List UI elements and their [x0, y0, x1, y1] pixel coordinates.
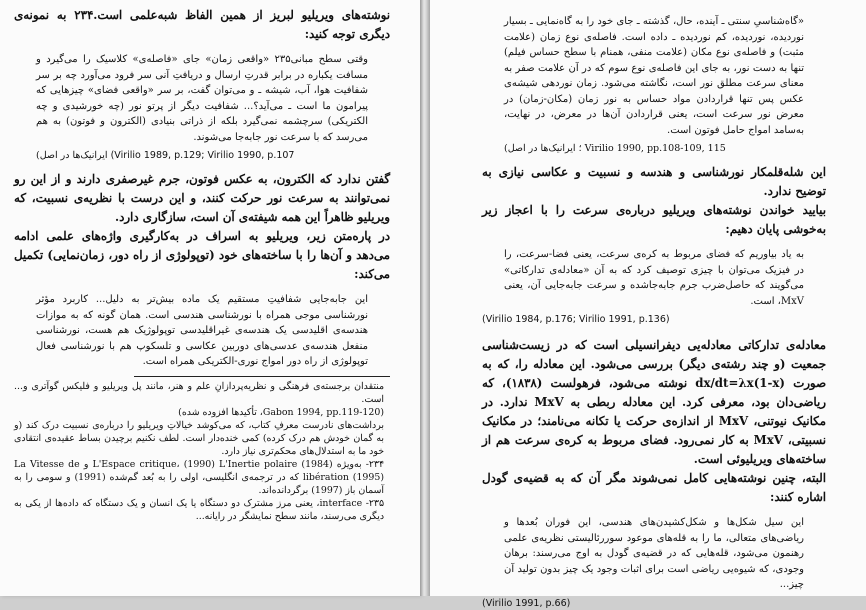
- right-paragraph-1: این شله‌قلمکار نورشناسی و هندسه و نسبیت و عکاسی نیازی به توضیح ندارد.: [482, 165, 826, 198]
- left-quote-1-citation: [36, 149, 368, 162]
- footnote-3: برداشت‌های نادرست معرفِ کتاب، که می‌کوشد خیالاتِ ویریلیو را درباره‌ی نسبیت درک کند (و به گمان خودش هم درک کرده) کمی خنده‌دار است. لطف نکنیم برچیدن بساط عقیده‌ی انتقادی خود ما به استدلال‌های محکم‌تری نیاز دارد.: [14, 419, 384, 457]
- right-quote-3: این سیل شکل‌ها و شکل‌کشیدن‌های هندسی، این فوران بُعدها و ریاضی‌های متعالی، ما را به قله‌های موعود سوررئالیستی نظریه‌ی علمی رهنمون می‌شود، قله‌هایی که در قضیه‌ی گودل به اوج می‌رسند: برهان وجودی، که شیوه‌یی ریاضی است برای اثبات وجود یک چیز بدون تولید آن چیز...: [504, 517, 804, 590]
- book-gutter: [420, 0, 430, 596]
- footnote-1: منتقدان برجسته‌ی فرهنگی و نظریه‌پردازانِ علم و هنر، مانند پل ویریلیو و فلیکس گوآتری و... است.: [14, 380, 384, 405]
- footnote-divider: [134, 376, 390, 377]
- right-page: [430, 0, 866, 609]
- footnote-2: (Gabon 1994, pp.119-120، تأکیدها افزوده شده): [178, 406, 384, 418]
- right-quote-1: «گاه‌شناسیِ سنتی ـ آینده، حال، گذشته ـ جای خود را به گاه‌نمایی ـ بسیار نوردیده، نوردیده، کم نوردیده ـ داده است. فاصله‌ی نوع زمان (علامت مثبت) و فاصله‌ی نوع مکان (علامت منفی، همنام با سطح حساس فیلم) تنها به دست نور، به جای این فاصله‌ی نوع سوم که در آن علامت صفر به معنای سرعت مطلق نور است، نگاشته می‌شود. زمان نوردهی شیشه‌ی عکس پس تنها قراردادن مواد حساس به نور زمان (مکان-زمان) در معرض نور سرعت است، یعنی قراردادن آن‌ها در معرض، در نهایت، به‌سامد امواج حامل فوتون است.: [504, 16, 804, 136]
- right-quote-3-citation: (Virilio 1991, p.66): [482, 597, 571, 609]
- left-quote-2: این جابه‌جایی شفافیتِ مستقیم یک ماده بیش‌تر به دلیل... کاربرد مؤثر نورشناسی موجی همراه با نورشناسی هندسی است. همان گونه که به موازات هندسه‌ی اقلیدسی یک هندسه‌ی غیراقلیدسی توپولوژیک هم هست، نورشناسی منفعل هندسه‌ی عدسی‌های دوربین عکاسی و تلسکوپ هم با نورشناسی فعال توپولوژی از راه دور امواج نوری-الکتریکی همراه است.: [36, 294, 368, 367]
- left-paragraph-2: گفتن ندارد که الکترون، به عکس فوتون، جرم غیرصفری دارند و از این رو نمی‌توانند به سرعت نور حرکت کنند، و این درست با نظریه‌ی نسبیت، که ویریلیو ظاهراً این همه شیفته‌ی آن است، سازگاری دارد.: [14, 172, 390, 224]
- left-quote-1-citation-note: ایرانیک‌ها در اصل): [36, 150, 108, 161]
- left-quote-1-citation-ltr: (Virilio 1989, p.129; Virilio 1990, p.107: [110, 150, 295, 161]
- right-quote-2: به یاد بیاوریم که فضای مربوط به کره‌ی سرعت، یعنی فضا-سرعت، را در فیزیک می‌توان با چیزی توصیف کرد که به آن «معادله‌ی تدارکاتی» می‌گویند که حاصل‌ضرب جرم جابه‌جاشده و سرعت جابه‌جایی آن، یعنی MxV، است.: [504, 249, 804, 307]
- right-paragraph-2: بیایید خواندن نوشته‌های ویریلیو درباره‌ی سرعت را با اعجاز زیر به‌خوشی پایان دهیم:: [482, 203, 826, 236]
- right-quote-1-citation: Virilio 1990, pp.108-109, 115 ؛ ایرانیک‌ها در اصل): [504, 143, 726, 154]
- left-intro-paragraph: نوشته‌های ویریلیو لبریز از همین الفاظ شبه‌علمی است.۲۳۴ به نمونه‌ی دیگری توجه کنید:: [14, 8, 390, 41]
- right-quote-2-citation: (Virilio 1984, p.176; Virilio 1991, p.136): [482, 314, 670, 325]
- left-paragraph-3: در پاره‌متن زیر، ویریلیو به اسراف در به‌کارگیری واژه‌های علمی ادامه می‌دهد و آن‌ها را با ساخته‌های خود (توپولوژی از راه دور، زمان‌نمایی) تکمیل می‌کند:: [14, 229, 390, 281]
- left-page: [0, 0, 420, 596]
- footnote-234: ۲۳۴- به‌ویژه (1984) L'Espace critique، (1990) L'Inertie polaire و La Vitesse de libération (1995) که در ترجمه‌ی انگلیسی، اولی را به بُعد گم‌شده (1991) و سومی را به آسمان باز (1997) برگردانده‌اند.: [14, 458, 384, 496]
- right-paragraph-3: معادله‌ی تدارکاتی معادله‌یی دیفرانسیلی است که در زیست‌شناسی جمعیت (و چند رشته‌ی دیگر) بررسی می‌شود. این معادله را، که به صورت dx/dt=λx(1-x) نوشته می‌شود، فرهولست (۱۸۳۸)، که ریاضی‌دان بود، معرفی کرد. این معادله ربطی به MxV ندارد. در مکانیک نیوتنی، MxV از اندازه‌ی حرکت یا تکانه می‌نامند؛ در مکانیک نسبیتی، MxV به کار نمی‌رود. فضای مربوط به کره‌ی سرعت هم از ساخته‌های ویریلیوئی است.: [482, 338, 826, 466]
- left-quote-1: وقتی سطح مبانی۲۳۵ «واقعی زمان» جای «فاصله‌ی» کلاسیک را می‌گیرد و مسافت یکباره در برابر قدرتِ ارسال و دریافتِ آنی سر فرود می‌آورد چه بر سر شفافیت هوا، آب، شیشه ـ و می‌توان گفت، بر سر «واقعی فضای» چیزهایی که پیرامون ما است ـ می‌آید؟... شفافیت دیگر از پرتو نور (چه خورشیدی و چه الکتریکی) سرچشمه نمی‌گیرد بلکه از ذراتی بنیادی (الکترون و فوتون) به هم می‌رسد که با سرعت نور جابه‌جا می‌شوند.: [36, 54, 368, 143]
- right-paragraph-4: البته، چنین نوشته‌هایی کامل نمی‌شوند مگر آن که به قضیه‌ی گودل اشاره کنند:: [482, 471, 826, 504]
- footnote-235: ۲۳۵- interface، یعنی مرز مشترک دو دستگاه یا یک انسان و یک دستگاه که داده‌ها از یکی به دیگری می‌رسند، مانند سطح نمایشگر در رایانه...: [14, 497, 384, 522]
